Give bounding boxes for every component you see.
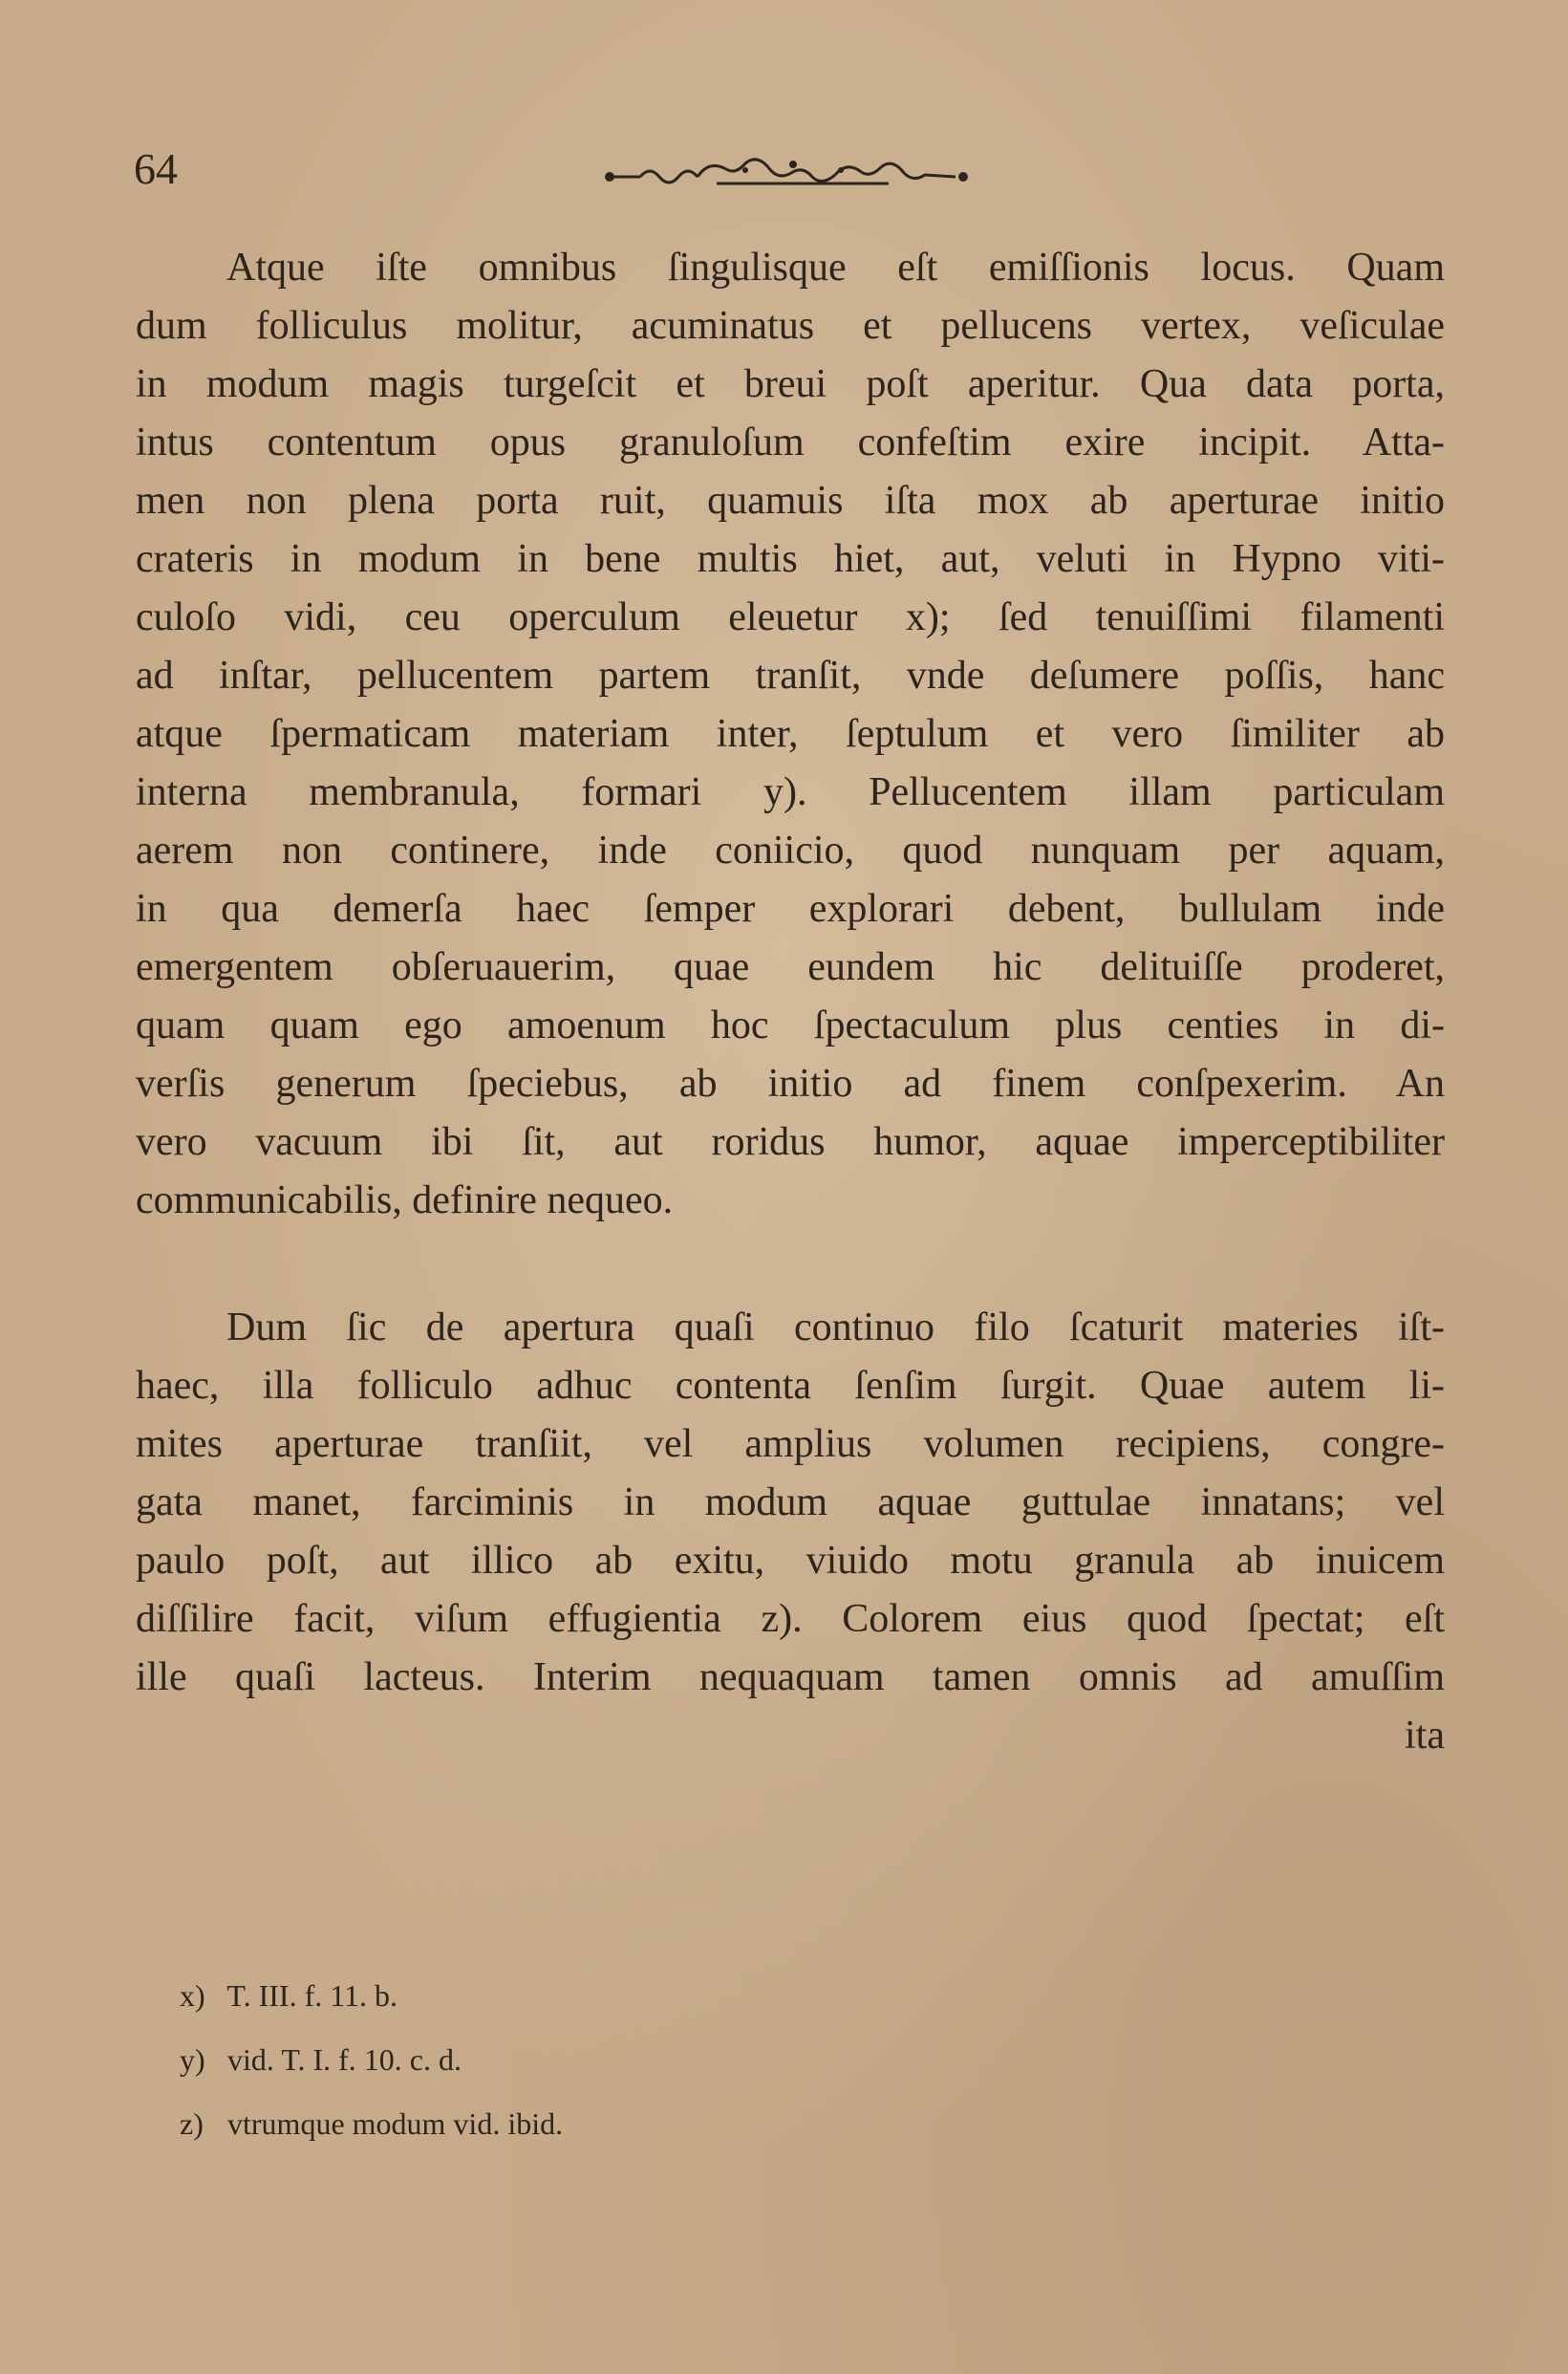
text-line: verſis generum ſpeciebus, ab initio ad finem conſpexerim. An: [136, 1062, 1445, 1106]
catchword: ita: [1405, 1714, 1445, 1758]
text-line: quam quam ego amoenum hoc ſpectaculum plus centies in di-: [136, 1004, 1445, 1047]
text-line: interna membranula, formari y). Pellucentem illam particulam: [136, 770, 1445, 814]
text-line: haec, illa folliculo adhuc contenta ſenſim ſurgit. Quae autem li-: [136, 1364, 1445, 1408]
text-line: Dum ſic de apertura quaſi continuo filo ſcaturit materies iſt-: [226, 1306, 1445, 1349]
text-line: Atque iſte omnibus ſingulisque eſt emiſſionis locus. Quam: [226, 246, 1445, 290]
footnote-y: [180, 2028, 563, 2092]
footnote-mark: z): [180, 2106, 204, 2141]
text-line: crateris in modum in bene multis hiet, aut, veluti in Hypno viti-: [136, 537, 1445, 581]
text-line: diſſilire facit, viſum effugientia z). Colorem eius quod ſpectat; eſt: [136, 1597, 1445, 1641]
footnotes: [180, 1964, 563, 2156]
text-line: gata manet, farciminis in modum aquae guttulae innatans; vel: [136, 1480, 1445, 1524]
text-line: aerem non continere, inde coniicio, quod nunquam per aquam,: [136, 829, 1445, 873]
text-line: emergentem obſeruauerim, quae eundem hic delituiſſe proderet,: [136, 945, 1445, 989]
footnote-z: [180, 2092, 563, 2156]
text-line: communicabilis, definire nequeo.: [136, 1178, 674, 1222]
text-line: men non plena porta ruit, quamuis iſta mox ab aperturae initio: [136, 479, 1445, 523]
footnote-mark: y): [180, 2042, 205, 2077]
text-line: ad inſtar, pellucentem partem tranſit, vnde deſumere poſſis, hanc: [136, 654, 1445, 698]
text-line: in modum magis turgeſcit et breui poſt aperitur. Qua data porta,: [136, 362, 1445, 406]
text-line: intus contentum opus granuloſum confeſtim exire incipit. Atta-: [136, 421, 1445, 464]
text-line: dum folliculus molitur, acuminatus et pellucens vertex, veſiculae: [136, 304, 1445, 348]
footnote-x: [180, 1964, 563, 2028]
footnote-text: vid. T. I. f. 10. c. d.: [227, 2042, 462, 2077]
text-line: atque ſpermaticam materiam inter, ſeptulum et vero ſimiliter ab: [136, 712, 1445, 756]
footnote-text: vtrumque modum vid. ibid.: [227, 2106, 564, 2141]
text-line: mites aperturae tranſiit, vel amplius volumen recipiens, congre-: [136, 1422, 1445, 1466]
footnote-mark: x): [180, 1978, 205, 2013]
footnote-text: T. III. f. 11. b.: [226, 1978, 398, 2013]
main-text: [136, 239, 1445, 1765]
text-line: in qua demerſa haec ſemper explorari debent, bullulam inde: [136, 887, 1445, 931]
paragraph-gap: [136, 1230, 1445, 1299]
ornament-icon: [602, 153, 984, 201]
text-line: culoſo vidi, ceu operculum eleuetur x); ſed tenuiſſimi filamenti: [136, 595, 1445, 639]
text-line: paulo poſt, aut illico ab exitu, viuido motu granula ab inuicem: [136, 1539, 1445, 1583]
page-number: 64: [134, 144, 178, 193]
text-line: vero vacuum ibi ſit, aut roridus humor, aquae imperceptibiliter: [136, 1120, 1445, 1164]
text-line: ille quaſi lacteus. Interim nequaquam tamen omnis ad amuſſim: [136, 1655, 1445, 1699]
